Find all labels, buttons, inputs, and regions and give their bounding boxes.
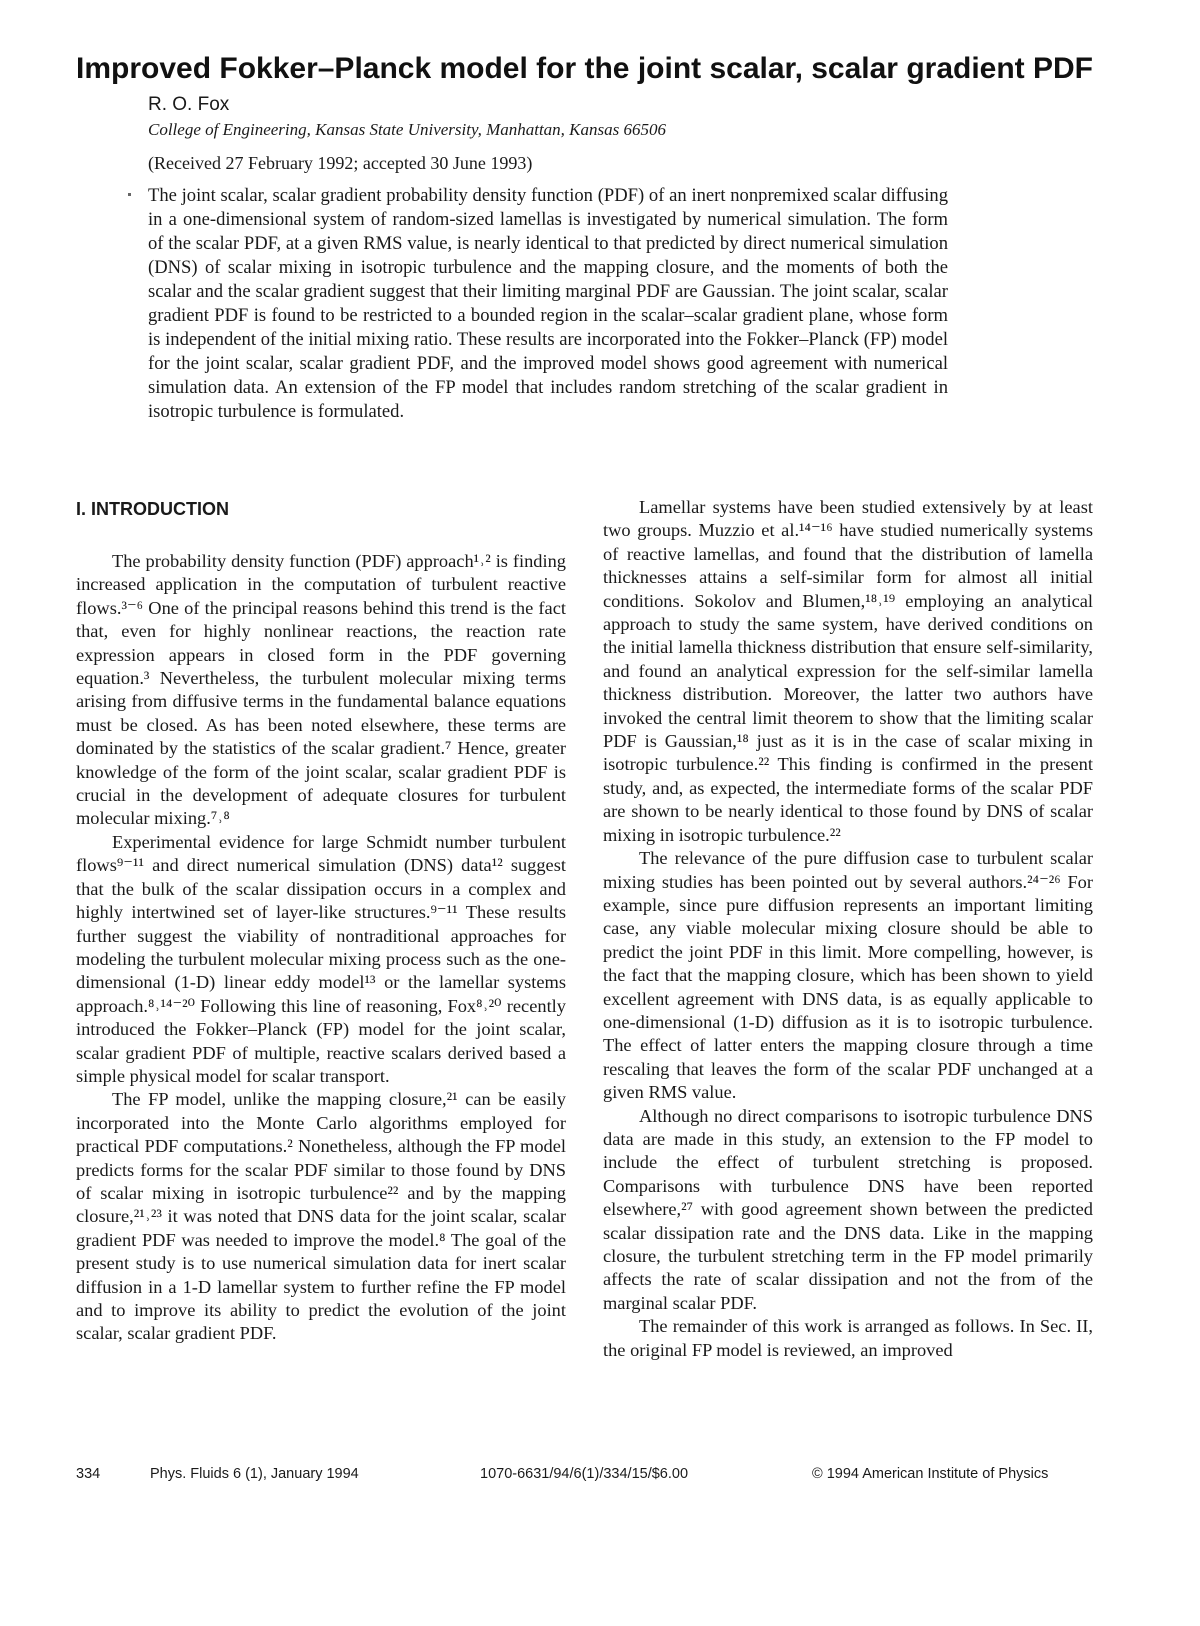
article-code: 1070-6631/94/6(1)/334/15/$6.00 bbox=[480, 1466, 689, 1482]
section-heading: I. INTRODUCTION bbox=[76, 499, 229, 519]
article-title: Improved Fokker–Planck model for the joint scalar, scalar gradient PDF bbox=[76, 52, 1093, 85]
margin-mark bbox=[128, 193, 131, 196]
received-dates: (Received 27 February 1992; accepted 30 June 1993) bbox=[148, 153, 533, 173]
abstract: The joint scalar, scalar gradient probability density function (PDF) of an inert nonpremixed scalar diffusing in a one-dimensional system of random-sized lamellas is investigated by numerical simulation. The form of the scalar PDF, at a given RMS value, is nearly identical to that predicted by direct numerical simulation (DNS) of scalar mixing in isotropic turbulence and the mapping closure, and the moments of both the scalar and the scalar gradient suggest that their limiting marginal PDF are Gaussian. The joint scalar, scalar gradient PDF is found to be restricted to a bounded region in the scalar–scalar gradient plane, whose form is independent of the initial mixing ratio. These results are incorporated into the Fokker–Planck (FP) model for the joint scalar, scalar gradient PDF, and the improved model shows good agreement with numerical simulation data. An extension of the FP model that includes random stretching of the scalar gradient in isotropic turbulence is formulated. bbox=[148, 185, 948, 422]
copyright-notice: © 1994 American Institute of Physics bbox=[812, 1466, 1049, 1482]
page-number: 334 bbox=[76, 1466, 101, 1482]
paragraph: The remainder of this work is arranged as follows. In Sec. II, the original FP model is reviewed, an improved bbox=[603, 1316, 1093, 1360]
author-affiliation: College of Engineering, Kansas State University, Manhattan, Kansas 66506 bbox=[148, 120, 667, 139]
paragraph: The relevance of the pure diffusion case to turbulent scalar mixing studies has been pointed out by several authors.²⁴⁻²⁶ For example, since pure diffusion represents an important limiting case, any viable molecular mixing closure should be able to predict the joint PDF in this limit. More compelling, however, is the fact that the mapping closure, which has been shown to yield excellent agreement with DNS data, is as equally applicable to one-dimensional (1-D) diffusion as it is to isotropic turbulence. The effect of latter enters the mapping closure through a time rescaling that leaves the form of the scalar PDF unchanged at a given RMS value. bbox=[603, 848, 1093, 1103]
right-column bbox=[603, 496, 1093, 1362]
paragraph: Experimental evidence for large Schmidt number turbulent flows⁹⁻¹¹ and direct numerical simulation (DNS) data¹² suggest that the bulk of the scalar dissipation occurs in a complex and highly intertwined set of layer-like structures.⁹⁻¹¹ These results further suggest the viability of nontraditional approaches for modeling the turbulent molecular mixing process such as the one-dimensional (1-D) linear eddy model¹³ or the lamellar systems approach.⁸˒¹⁴⁻²⁰ Following this line of reasoning, Fox⁸˒²⁰ recently introduced the Fokker–Planck (FP) model for the joint scalar, scalar gradient PDF of multiple, reactive scalars derived based a simple physical model for scalar transport. bbox=[76, 831, 566, 1086]
author-name: R. O. Fox bbox=[148, 94, 230, 115]
left-column bbox=[76, 496, 566, 1346]
paragraph: The FP model, unlike the mapping closure,²¹ can be easily incorporated into the Monte Carlo algorithms employed for practical PDF computations.² Nonetheless, although the FP model predicts forms for the scalar PDF similar to those found by DNS of scalar mixing in isotropic turbulence²² and by the mapping closure,²¹˒²³ it was noted that DNS data for the joint scalar, scalar gradient PDF was needed to improve the model.⁸ The goal of the present study is to use numerical simulation data for inert scalar diffusion in a 1-D lamellar system to further refine the FP model and to improve its ability to predict the evolution of the joint scalar, scalar gradient PDF. bbox=[76, 1089, 566, 1344]
journal-citation: Phys. Fluids 6 (1), January 1994 bbox=[150, 1466, 359, 1482]
paragraph: Although no direct comparisons to isotropic turbulence DNS data are made in this study, an extension to the FP model to include the effect of turbulent stretching is proposed. Comparisons with turbulence DNS have been reported elsewhere,²⁷ with good agreement shown between the predicted scalar dissipation rate and the DNS data. Like in the mapping closure, the turbulent stretching term in the FP model primarily affects the rate of scalar dissipation and not the from of the marginal scalar PDF. bbox=[603, 1105, 1093, 1313]
paragraph: Lamellar systems have been studied extensively by at least two groups. Muzzio et al.¹⁴⁻¹⁶ have studied numerically systems of reactive lamellas, and found that the distribution of lamella thicknesses attains a self-similar form for almost all initial conditions. Sokolov and Blumen,¹⁸˒¹⁹ employing an analytical approach to study the same system, have derived conditions on the initial lamella thickness distribution that ensure self-similarity, and found an analytical expression for the self-similar lamella thickness distribution. Moreover, the latter two authors have invoked the central limit theorem to show that the limiting scalar PDF is Gaussian,¹⁸ just as it is in the case of scalar mixing in isotropic turbulence.²² This finding is confirmed in the present study, and, as expected, the intermediate forms of the scalar PDF are shown to be nearly identical to those found by DNS of scalar mixing in isotropic turbulence.²² bbox=[603, 497, 1093, 845]
page-footer bbox=[0, 1466, 1200, 1490]
paragraph: The probability density function (PDF) approach¹˒² is finding increased application in the computation of turbulent reactive flows.³⁻⁶ One of the principal reasons behind this trend is the fact that, even for highly nonlinear reactions, the reaction rate expression appears in closed form in the PDF governing equation.³ Nevertheless, the turbulent molecular mixing terms arising from diffusive terms in the fundamental balance equations must be closed. As has been noted elsewhere, these terms are dominated by the statistics of the scalar gradient.⁷ Hence, greater knowledge of the form of the joint scalar, scalar gradient PDF is crucial in the development of adequate closures for turbulent molecular mixing.⁷˒⁸ bbox=[76, 551, 566, 829]
